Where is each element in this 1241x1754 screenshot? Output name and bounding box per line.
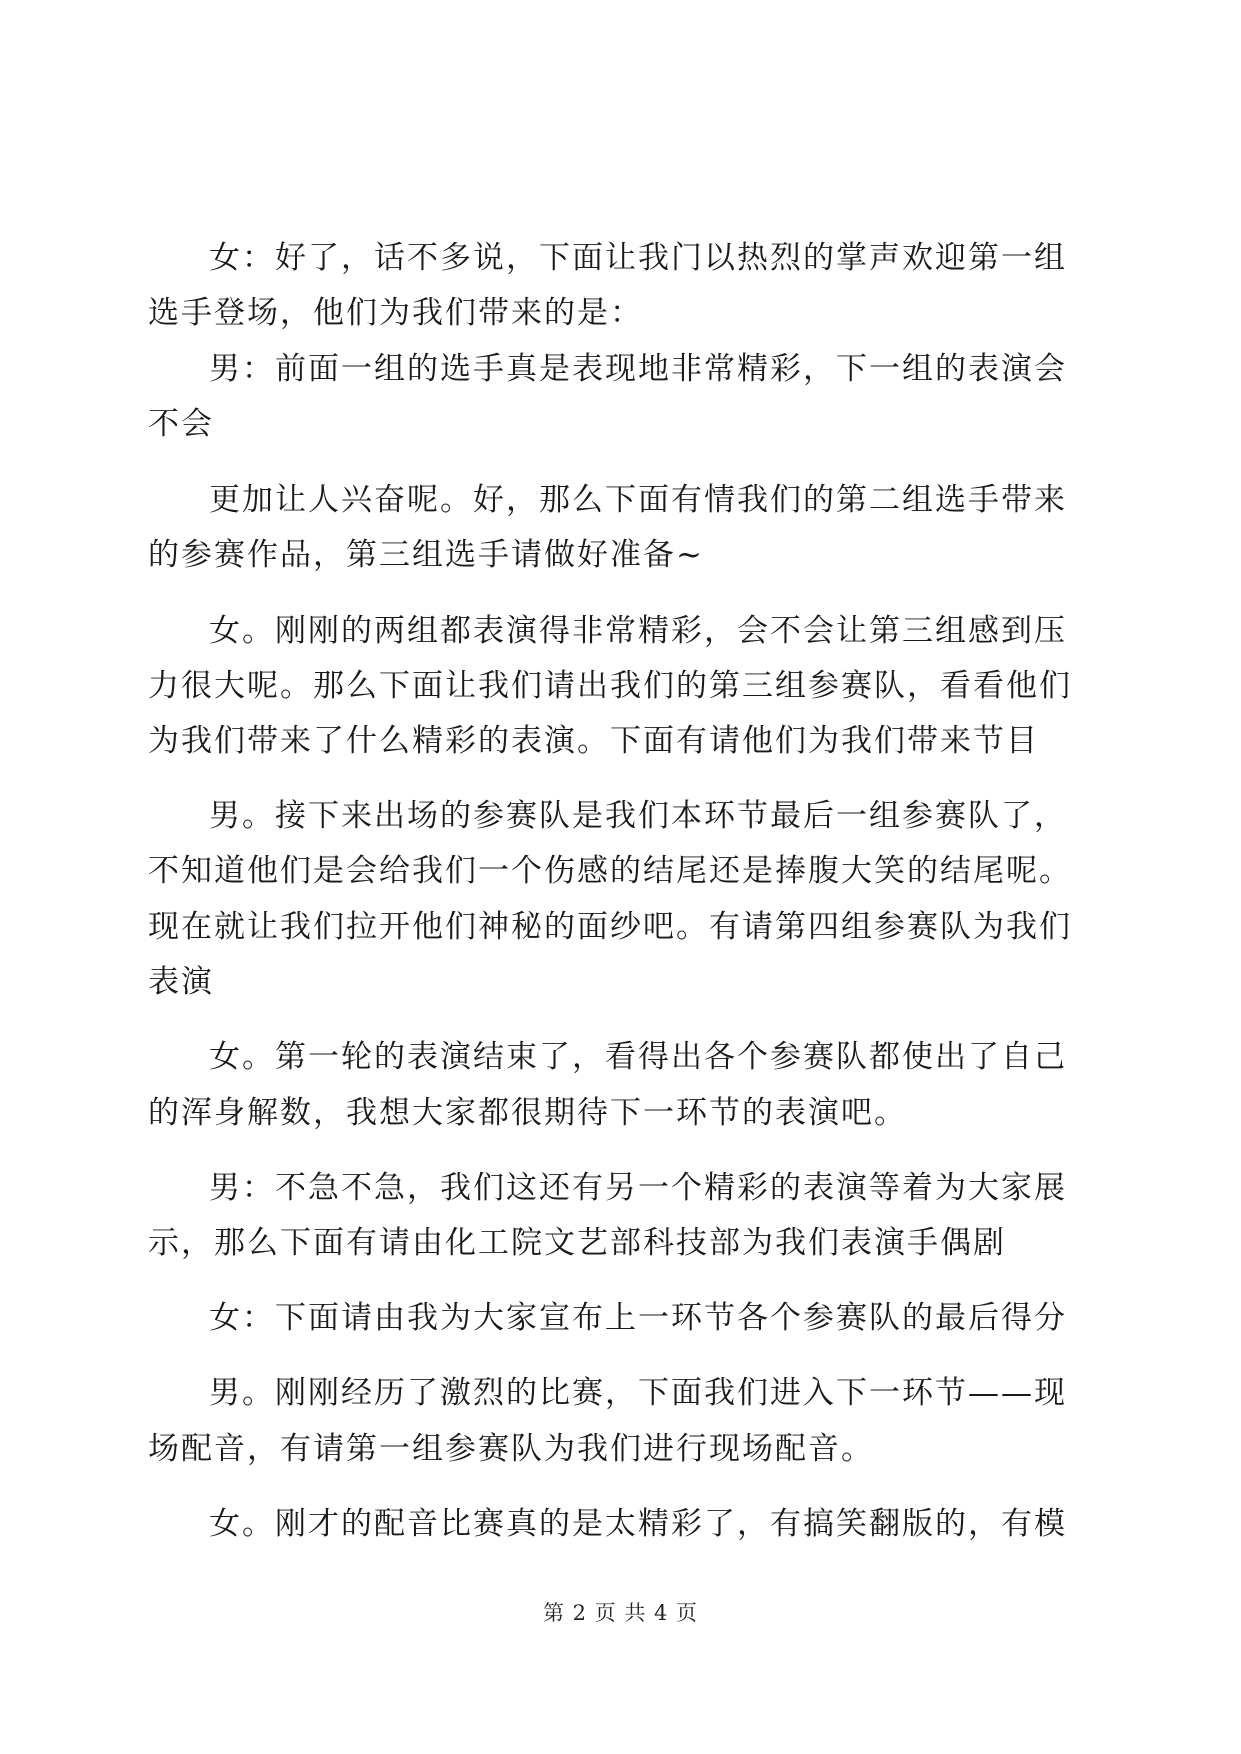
- text-line: 为我们带来了什么精彩的表演。下面有请他们为我们带来节目: [148, 723, 1039, 759]
- text-line: 男：前面一组的选手真是表现地非常精彩，下一组的表演会: [209, 351, 1067, 387]
- text-line: 女。刚刚的两组都表演得非常精彩，会不会让第三组感到压: [209, 613, 1067, 649]
- text-line: 示，那么下面有请由化工院文艺部科技部为我们表演手偶剧: [148, 1225, 1006, 1261]
- page-number-footer: 第 2 页 共 4 页: [542, 1601, 699, 1625]
- text-line: 不会: [148, 406, 214, 442]
- text-line: 表演: [148, 964, 214, 1000]
- text-line: 的参赛作品，第三组选手请做好准备~: [148, 537, 704, 573]
- text-line: 女：好了，话不多说，下面让我门以热烈的掌声欢迎第一组: [209, 240, 1067, 276]
- text-line: 选手登场，他们为我们带来的是：: [148, 295, 643, 331]
- text-line: 男。接下来出场的参赛队是我们本环节最后一组参赛队了，: [209, 798, 1067, 834]
- text-line: 男。刚刚经历了激烈的比赛，下面我们进入下一环节——现: [209, 1375, 1067, 1411]
- text-line: 女。第一轮的表演结束了，看得出各个参赛队都使出了自己: [209, 1039, 1067, 1075]
- text-line: 更加让人兴奋呢。好，那么下面有情我们的第二组选手带来: [209, 482, 1067, 518]
- text-line: 现在就让我们拉开他们神秘的面纱吧。有请第四组参赛队为我们: [148, 909, 1072, 945]
- text-line: 女。刚才的配音比赛真的是太精彩了，有搞笑翻版的，有模: [209, 1506, 1067, 1542]
- text-line: 力很大呢。那么下面让我们请出我们的第三组参赛队，看看他们: [148, 668, 1072, 704]
- text-line: 场配音，有请第一组参赛队为我们进行现场配音。: [148, 1431, 874, 1467]
- text-line: 的浑身解数，我想大家都很期待下一环节的表演吧。: [148, 1095, 907, 1131]
- text-line: 男：不急不急，我们这还有另一个精彩的表演等着为大家展: [209, 1170, 1067, 1206]
- text-line: 不知道他们是会给我们一个伤感的结尾还是捧腹大笑的结尾呢。: [148, 853, 1072, 889]
- text-line: 女：下面请由我为大家宣布上一环节各个参赛队的最后得分: [209, 1300, 1067, 1336]
